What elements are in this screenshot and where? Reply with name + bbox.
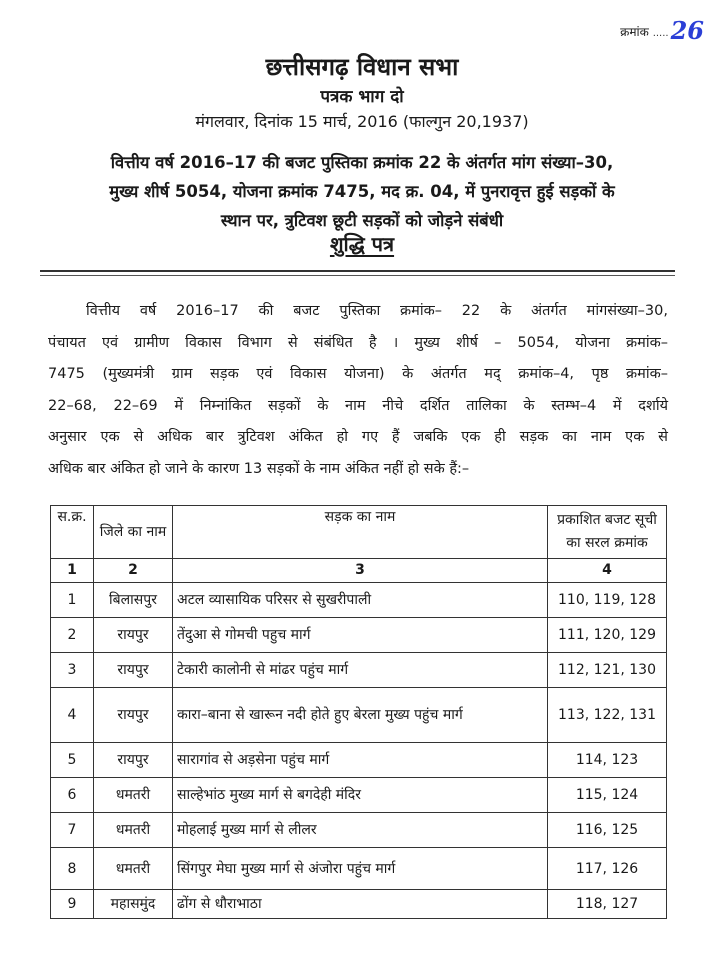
corrigendum-title-text: शुद्धि पत्र bbox=[329, 232, 395, 256]
cell-budget-serials: 115, 124 bbox=[548, 778, 667, 813]
cell-road: टेकारी कालोनी से मांढर पहुंच मार्ग bbox=[173, 653, 548, 688]
cell-budget-serials: 116, 125 bbox=[548, 813, 667, 848]
paragraph-line: 22–68, 22–69 में निम्नांकित सड़कों के नाम नीचे दर्शित तालिका के स्तम्भ–4 में दर्शाये bbox=[48, 397, 668, 414]
cell-district: महासमुंद bbox=[94, 890, 173, 919]
cell-budget-serials: 112, 121, 130 bbox=[548, 653, 667, 688]
cell-serial: 4 bbox=[51, 688, 94, 743]
serial-label: क्रमांक bbox=[620, 25, 649, 39]
table-row bbox=[51, 653, 667, 688]
cell-serial: 1 bbox=[51, 583, 94, 618]
divider-line bbox=[40, 275, 675, 276]
cell-district: धमतरी bbox=[94, 813, 173, 848]
subject-line: वित्तीय वर्ष 2016–17 की बजट पुस्तिका क्रमांक 22 के अंतर्गत मांग संख्या–30, bbox=[110, 153, 614, 172]
table-row bbox=[51, 778, 667, 813]
cell-serial: 9 bbox=[51, 890, 94, 919]
header-budget-serial: प्रकाशित बजट सूची का सरल क्रमांक bbox=[548, 506, 667, 559]
cell-district: रायपुर bbox=[94, 653, 173, 688]
cell-serial: 5 bbox=[51, 743, 94, 778]
header-district: जिले का नाम bbox=[94, 506, 173, 559]
paragraph-line: वित्तीय वर्ष 2016–17 की बजट पुस्तिका क्रमांक– 22 के अंतर्गत मांगसंख्या–30, bbox=[86, 303, 668, 319]
table-header-row bbox=[51, 506, 667, 559]
cell-district: बिलासपुर bbox=[94, 583, 173, 618]
column-number: 4 bbox=[548, 559, 667, 583]
column-number: 1 bbox=[51, 559, 94, 583]
cell-budget-serials: 110, 119, 128 bbox=[548, 583, 667, 618]
cell-budget-serials: 117, 126 bbox=[548, 848, 667, 890]
serial-dots: ..... bbox=[652, 28, 669, 39]
table-row bbox=[51, 583, 667, 618]
cell-budget-serials: 113, 122, 131 bbox=[548, 688, 667, 743]
paragraph-line: अधिक बार अंकित हो जाने के कारण 13 सड़कों के नाम अंकित नहीं हो सके हैं:– bbox=[48, 460, 470, 477]
cell-budget-serials: 118, 127 bbox=[548, 890, 667, 919]
roads-table bbox=[50, 505, 667, 919]
bulletin-part: पत्रक भाग दो bbox=[320, 87, 404, 107]
table-row bbox=[51, 848, 667, 890]
body-paragraph bbox=[48, 296, 668, 485]
cell-road: तेंदुआ से गोमची पहुच मार्ग bbox=[173, 618, 548, 653]
column-number: 2 bbox=[94, 559, 173, 583]
subject-line: मुख्य शीर्ष 5054, योजना क्रमांक 7475, मद क्र. 04, में पुनरावृत्त हुई सड़कों के bbox=[109, 182, 615, 201]
cell-road: कारा–बाना से खारून नदी होते हुए बेरला मुख्य पहुंच मार्ग bbox=[173, 688, 548, 743]
cell-road: ढोंग से धौराभाठा bbox=[173, 890, 548, 919]
table-row bbox=[51, 890, 667, 919]
bulletin-date: मंगलवार, दिनांक 15 मार्च, 2016 (फाल्गुन 20,1937) bbox=[195, 112, 529, 131]
cell-district: रायपुर bbox=[94, 688, 173, 743]
cell-serial: 7 bbox=[51, 813, 94, 848]
cell-district: रायपुर bbox=[94, 618, 173, 653]
cell-district: धमतरी bbox=[94, 778, 173, 813]
header-serial: स.क्र. bbox=[51, 506, 94, 559]
table-column-number-row bbox=[51, 559, 667, 583]
cell-serial: 6 bbox=[51, 778, 94, 813]
subject-line: स्थान पर, त्रुटिवश छूटी सड़कों को जोड़ने संबंधी bbox=[220, 211, 504, 230]
cell-road: मोहलाई मुख्य मार्ग से लीलर bbox=[173, 813, 548, 848]
paragraph-line: 7475 (मुख्यमंत्री ग्राम सड़क एवं विकास योजना) के अंतर्गत मद् क्रमांक–4, पृष्ठ क्रमांक– bbox=[48, 366, 668, 382]
cell-serial: 8 bbox=[51, 848, 94, 890]
serial-handwritten-number: 26 bbox=[670, 16, 704, 45]
table-row bbox=[51, 688, 667, 743]
table-row bbox=[51, 618, 667, 653]
cell-road: सारागांव से अड़सेना पहुंच मार्ग bbox=[173, 743, 548, 778]
table-row bbox=[51, 813, 667, 848]
cell-road: अटल व्यासायिक परिसर से सुखरीपाली bbox=[173, 583, 548, 618]
cell-budget-serials: 111, 120, 129 bbox=[548, 618, 667, 653]
subject-heading bbox=[0, 148, 724, 235]
cell-serial: 3 bbox=[51, 653, 94, 688]
cell-district: धमतरी bbox=[94, 848, 173, 890]
cell-road: साल्हेभांठ मुख्य मार्ग से बगदेही मंदिर bbox=[173, 778, 548, 813]
paragraph-line: अनुसार एक से अधिक बार त्रुटिवश अंकित हो गए हैं जबकि एक ही सड़क का नाम एक से bbox=[48, 429, 668, 445]
assembly-name: छत्तीसगढ़ विधान सभा bbox=[265, 53, 459, 81]
corrigendum-title bbox=[0, 230, 724, 257]
divider-line bbox=[40, 270, 675, 272]
cell-budget-serials: 114, 123 bbox=[548, 743, 667, 778]
paragraph-line: पंचायत एवं ग्रामीण विकास विभाग से संबंधित है । मुख्य शीर्ष – 5054, योजना क्रमांक– bbox=[48, 334, 668, 351]
cell-serial: 2 bbox=[51, 618, 94, 653]
table-row bbox=[51, 743, 667, 778]
column-number: 3 bbox=[173, 559, 548, 583]
header-road-name: सड़क का नाम bbox=[173, 506, 548, 559]
cell-district: रायपुर bbox=[94, 743, 173, 778]
serial-number bbox=[620, 16, 704, 45]
cell-road: सिंगपुर मेघा मुख्य मार्ग से अंजोरा पहुंच मार्ग bbox=[173, 848, 548, 890]
